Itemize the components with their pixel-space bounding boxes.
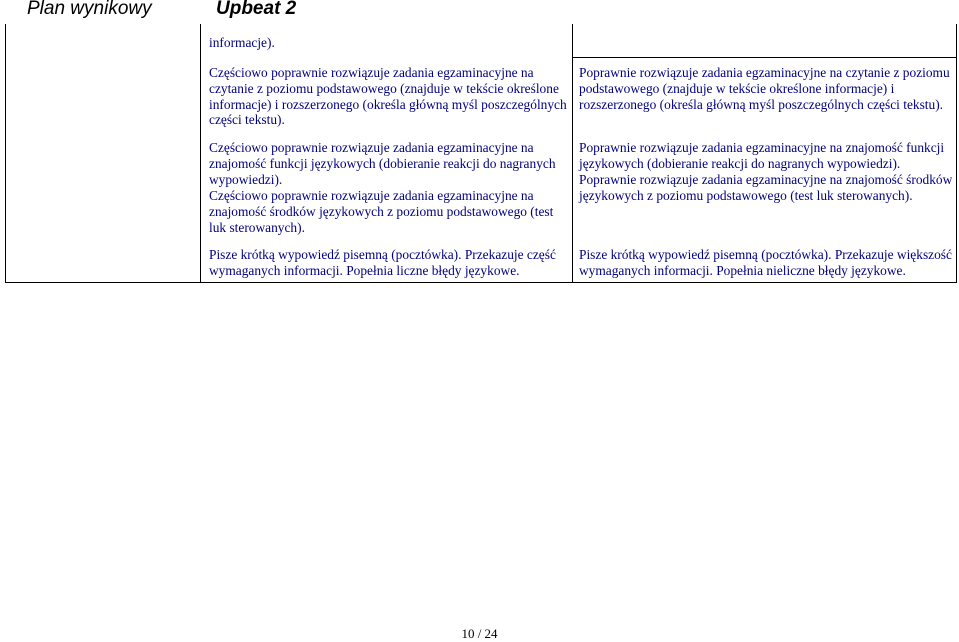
page-number: 10 / 24 xyxy=(461,626,498,641)
row-divider xyxy=(572,57,956,58)
reading-requirement-extended: Poprawnie rozwiązuje zadania egzaminacyjne na czytanie z poziomu podstawowego (znajduje w tekście określone informacje) i rozszerzonego (określa główną myśl poszczególnych części tekstu). xyxy=(579,65,950,112)
functions-requirement-extended: Poprawnie rozwiązuje zadania egzaminacyjne na znajomość funkcji językowych (dobieranie reakcji do nagranych wypowiedzi). xyxy=(579,140,945,171)
writing-requirement-extended: Pisze krótką wypowiedź pisemną (pocztówka). Przekazuje większość wymaganych informacji. Popełnia nieliczne błędy językowe. xyxy=(579,247,952,278)
requirements-table xyxy=(5,24,957,283)
column-divider xyxy=(572,24,573,282)
language-means-requirement-basic: Częściowo poprawnie rozwiązuje zadania egzaminacyjne na znajomość środków językowych z poziomu podstawowego (test luk sterowanych). xyxy=(209,188,554,235)
writing-requirement-basic: Pisze krótką wypowiedź pisemną (pocztówka). Przekazuje część wymaganych informacji. Popełnia liczne błędy językowe. xyxy=(209,247,556,278)
language-means-requirement-extended: Poprawnie rozwiązuje zadania egzaminacyjne na znajomość środków językowych z poziomu podstawowego (test luk sterowanych). xyxy=(579,172,953,203)
column-divider xyxy=(200,24,201,282)
book-title: Upbeat 2 xyxy=(216,0,297,19)
continuation-text: informacje). xyxy=(209,35,275,50)
page-header xyxy=(0,0,959,24)
document-title: Plan wynikowy xyxy=(27,0,152,19)
functions-requirement-basic: Częściowo poprawnie rozwiązuje zadania egzaminacyjne na znajomość funkcji językowych (dobieranie reakcji do nagranych wypowiedzi). xyxy=(209,140,556,187)
reading-requirement-basic: Częściowo poprawnie rozwiązuje zadania egzaminacyjne na czytanie z poziomu podstawowego (znajduje w tekście określone informacje) i rozszerzonego (określa główną myśl poszczególnych części tekstu). xyxy=(209,65,567,128)
